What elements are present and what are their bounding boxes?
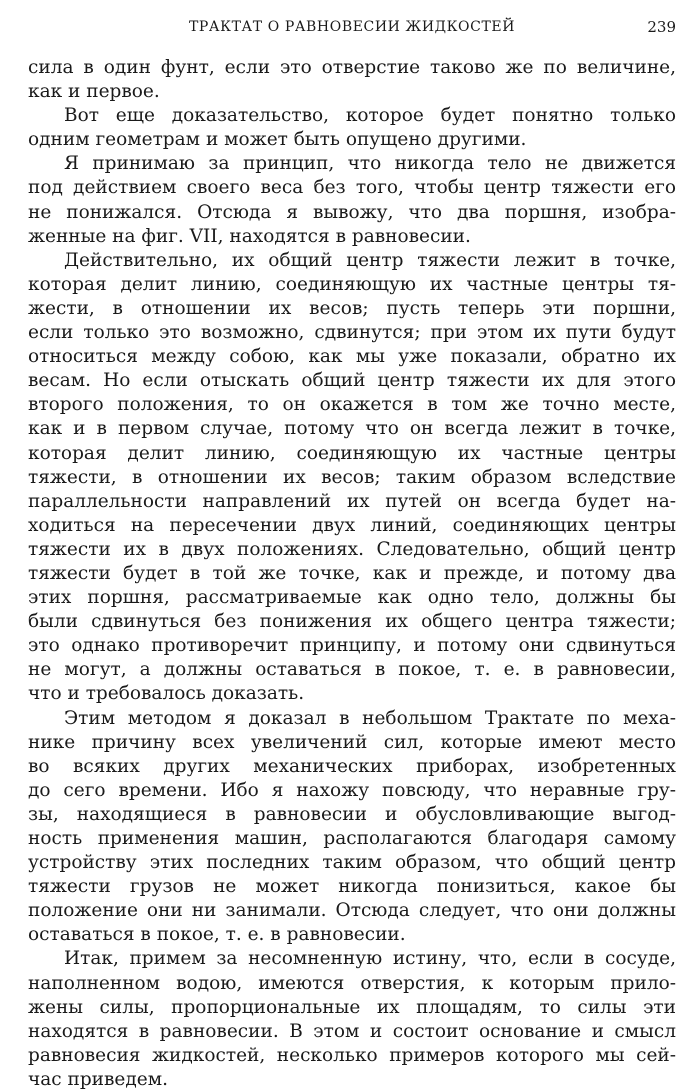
text-line: жены силы, пропорциональные их площадям, то силы эти [28, 996, 676, 1018]
paragraph [28, 707, 676, 948]
paragraph [28, 56, 676, 104]
text-line: час приведем. [28, 1068, 168, 1090]
text-line: это однако противоречит принципу, и потому они сдвинуться [28, 635, 676, 657]
text-line: Этим методом я доказал в небольшом Трактате по меха- [64, 707, 676, 729]
text-line: оставаться в покое, т. е. в равновесии. [28, 924, 406, 946]
paragraph [28, 249, 676, 707]
text-line: сила в один фунт, если это отверстие таково же по величине, [28, 57, 676, 78]
text-line: относиться между собою, как мы уже показали, обратно их [28, 346, 676, 368]
text-line: параллельности направлений их путей он всегда будет на- [28, 490, 676, 512]
text-line: второго положения, то он окажется в том же точно месте, [28, 394, 676, 416]
running-title: ТРАКТАТ О РАВНОВЕСИИ ЖИДКОСТЕЙ [188, 19, 516, 35]
paragraph [28, 104, 676, 152]
text-line: положение они ни занимали. Отсюда следует, что они должны [28, 900, 676, 922]
text-line: что и требовалось доказать. [28, 683, 305, 705]
text-line: как и первое. [28, 81, 160, 103]
text-line: были сдвинуться без понижения их общего центра тяжести; [28, 611, 676, 633]
text-line: не могут, а должны оставаться в покое, т. е. в равновесии, [28, 659, 676, 681]
text-line: тяжести будет в той же точке, как и прежде, и потому два [28, 562, 676, 584]
text-line: равновесия жидкостей, несколько примеров которого мы сей- [28, 1044, 676, 1066]
text-line: Итак, примем за несомненную истину, что, если в сосуде, [64, 948, 676, 970]
text-line: Вот еще доказательство, которое будет понятно только [64, 105, 676, 127]
text-line: под действием своего веса без того, чтобы центр тяжести его [28, 177, 676, 199]
text-line: нике причину всех увеличений сил, которые имеют место [28, 731, 676, 753]
text-line: ходиться на пересечении двух линий, соединяющих центры [28, 514, 676, 536]
text-line: Действительно, их общий центр тяжести лежит в точке, [64, 249, 676, 271]
text-line: одним геометрам и может быть опущено другими. [28, 129, 527, 151]
text-line: женные на фиг. VII, находятся в равновесии. [28, 225, 471, 247]
paragraph [28, 947, 676, 1092]
text-line: которая делит линию, соединяющую их частные центры [28, 442, 676, 464]
text-line: во всяких других механических приборах, изобретенных [28, 755, 676, 777]
page-number: 239 [647, 18, 676, 36]
text-line: находятся в равновесии. В этом и состоит основание и смысл [28, 1020, 676, 1042]
text-line: устройству этих последних таким образом, что общий центр [28, 852, 676, 874]
text-line: ность применения машин, располагаются благодаря самому [28, 828, 676, 849]
text-line: тяжести, в отношении их весов; таким образом вследствие [28, 466, 676, 488]
text-line: как и в первом случае, потому что он всегда лежит в точке, [28, 418, 676, 440]
text-line: которая делит линию, соединяющую их частные центры тя- [28, 273, 676, 295]
page-body [28, 56, 676, 1092]
page-header [28, 16, 676, 38]
text-line: зы, находящиеся в равновесии и обусловливающие выгод- [28, 803, 676, 825]
text-line: наполненном водою, имеются отверстия, к которым прило- [28, 972, 676, 994]
text-line: до сего времени. Ибо я нахожу повсюду, что неравные гру- [28, 779, 676, 801]
text-line: тяжести их в двух положениях. Следовательно, общий центр [28, 538, 676, 560]
text-line: весам. Но если отыскать общий центр тяжести их для этого [28, 370, 676, 392]
text-line: жести, в отношении их весов; пусть теперь эти поршни, [28, 297, 676, 319]
paragraph [28, 152, 676, 248]
text-line: не понижался. Отсюда я вывожу, что два поршня, изобра- [28, 201, 676, 223]
text-line: этих поршня, рассматриваемые как одно тело, должны бы [28, 587, 676, 609]
text-line: Я принимаю за принцип, что никогда тело не движется [64, 153, 676, 175]
text-line: тяжести грузов не может никогда понизиться, какое бы [28, 876, 676, 898]
text-line: если только это возможно, сдвинутся; при этом их пути будут [28, 322, 676, 344]
